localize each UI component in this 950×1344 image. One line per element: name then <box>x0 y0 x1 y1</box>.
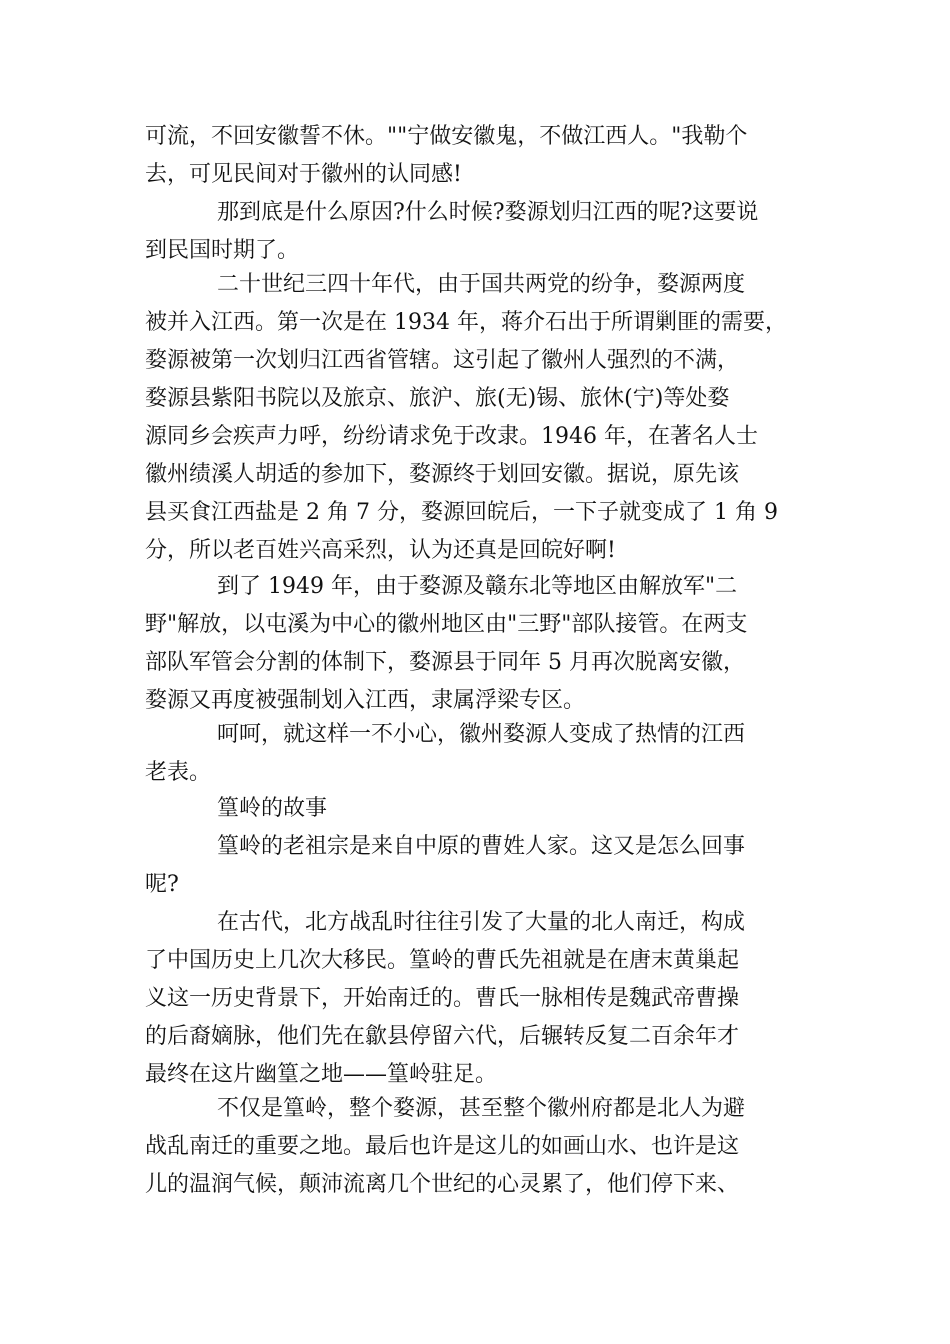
text-line: 婺源被第一次划归江西省管辖。这引起了徽州人强烈的不满， <box>145 348 740 373</box>
section-heading: 篁岭的故事 <box>217 796 328 821</box>
text-line: 的后裔嫡脉，他们先在歙县停留六代，后辗转反复二百余年才 <box>145 1024 740 1049</box>
text-line: 分，所以老百姓兴高采烈，认为还真是回皖好啊! <box>145 538 616 563</box>
paragraph-start: 二十世纪三四十年代，由于国共两党的纷争，婺源两度 <box>217 272 746 297</box>
text-line: 部队军管会分割的体制下，婺源县于同年 5 月再次脱离安徽， <box>145 650 745 675</box>
text-line: 被并入江西。第一次是在 1934 年，蒋介石出于所谓剿匪的需要， <box>145 310 787 335</box>
paragraph-start: 那到底是什么原因?什么时候?婺源划归江西的呢?这要说 <box>217 200 759 225</box>
text-line: 到民国时期了。 <box>145 238 300 263</box>
paragraph-start: 到了 1949 年，由于婺源及赣东北等地区由解放军"二 <box>217 574 738 599</box>
paragraph-start: 在古代，北方战乱时往往引发了大量的北人南迁，构成 <box>217 910 746 935</box>
text-line: 野"解放，以屯溪为中心的徽州地区由"三野"部队接管。在两支 <box>145 612 748 637</box>
text-line: 源同乡会疾声力呼，纷纷请求免于改隶。1946 年，在著名人士 <box>145 424 758 449</box>
text-line: 义这一历史背景下，开始南迁的。曹氏一脉相传是魏武帝曹操 <box>145 986 740 1011</box>
paragraph-start: 篁岭的老祖宗是来自中原的曹姓人家。这又是怎么回事 <box>217 834 746 859</box>
text-line: 徽州绩溪人胡适的参加下，婺源终于划回安徽。据说，原先该 <box>145 462 740 487</box>
text-line: 老表。 <box>145 760 212 785</box>
text-line: 可流，不回安徽誓不休。""宁做安徽鬼，不做江西人。"我勒个 <box>145 124 748 149</box>
paragraph-start: 不仅是篁岭，整个婺源，甚至整个徽州府都是北人为避 <box>217 1096 746 1121</box>
text-line: 最终在这片幽篁之地——篁岭驻足。 <box>145 1062 498 1087</box>
text-line: 去，可见民间对于徽州的认同感! <box>145 162 462 187</box>
text-line: 婺源又再度被强制划入江西，隶属浮梁专区。 <box>145 688 586 713</box>
text-line: 战乱南迁的重要之地。最后也许是这儿的如画山水、也许是这 <box>145 1134 740 1159</box>
text-line: 呢? <box>145 872 179 897</box>
paragraph-start: 呵呵，就这样一不小心，徽州婺源人变成了热情的江西 <box>217 722 746 747</box>
text-line: 儿的温润气候，颠沛流离几个世纪的心灵累了，他们停下来、 <box>145 1172 740 1197</box>
text-line: 婺源县紫阳书院以及旅京、旅沪、旅(无)锡、旅休(宁)等处婺 <box>145 386 730 411</box>
text-line: 了中国历史上几次大移民。篁岭的曹氏先祖就是在唐末黄巢起 <box>145 948 740 973</box>
text-line: 县买食江西盐是 2 角 7 分，婺源回皖后，一下子就变成了 1 角 9 <box>145 500 778 525</box>
